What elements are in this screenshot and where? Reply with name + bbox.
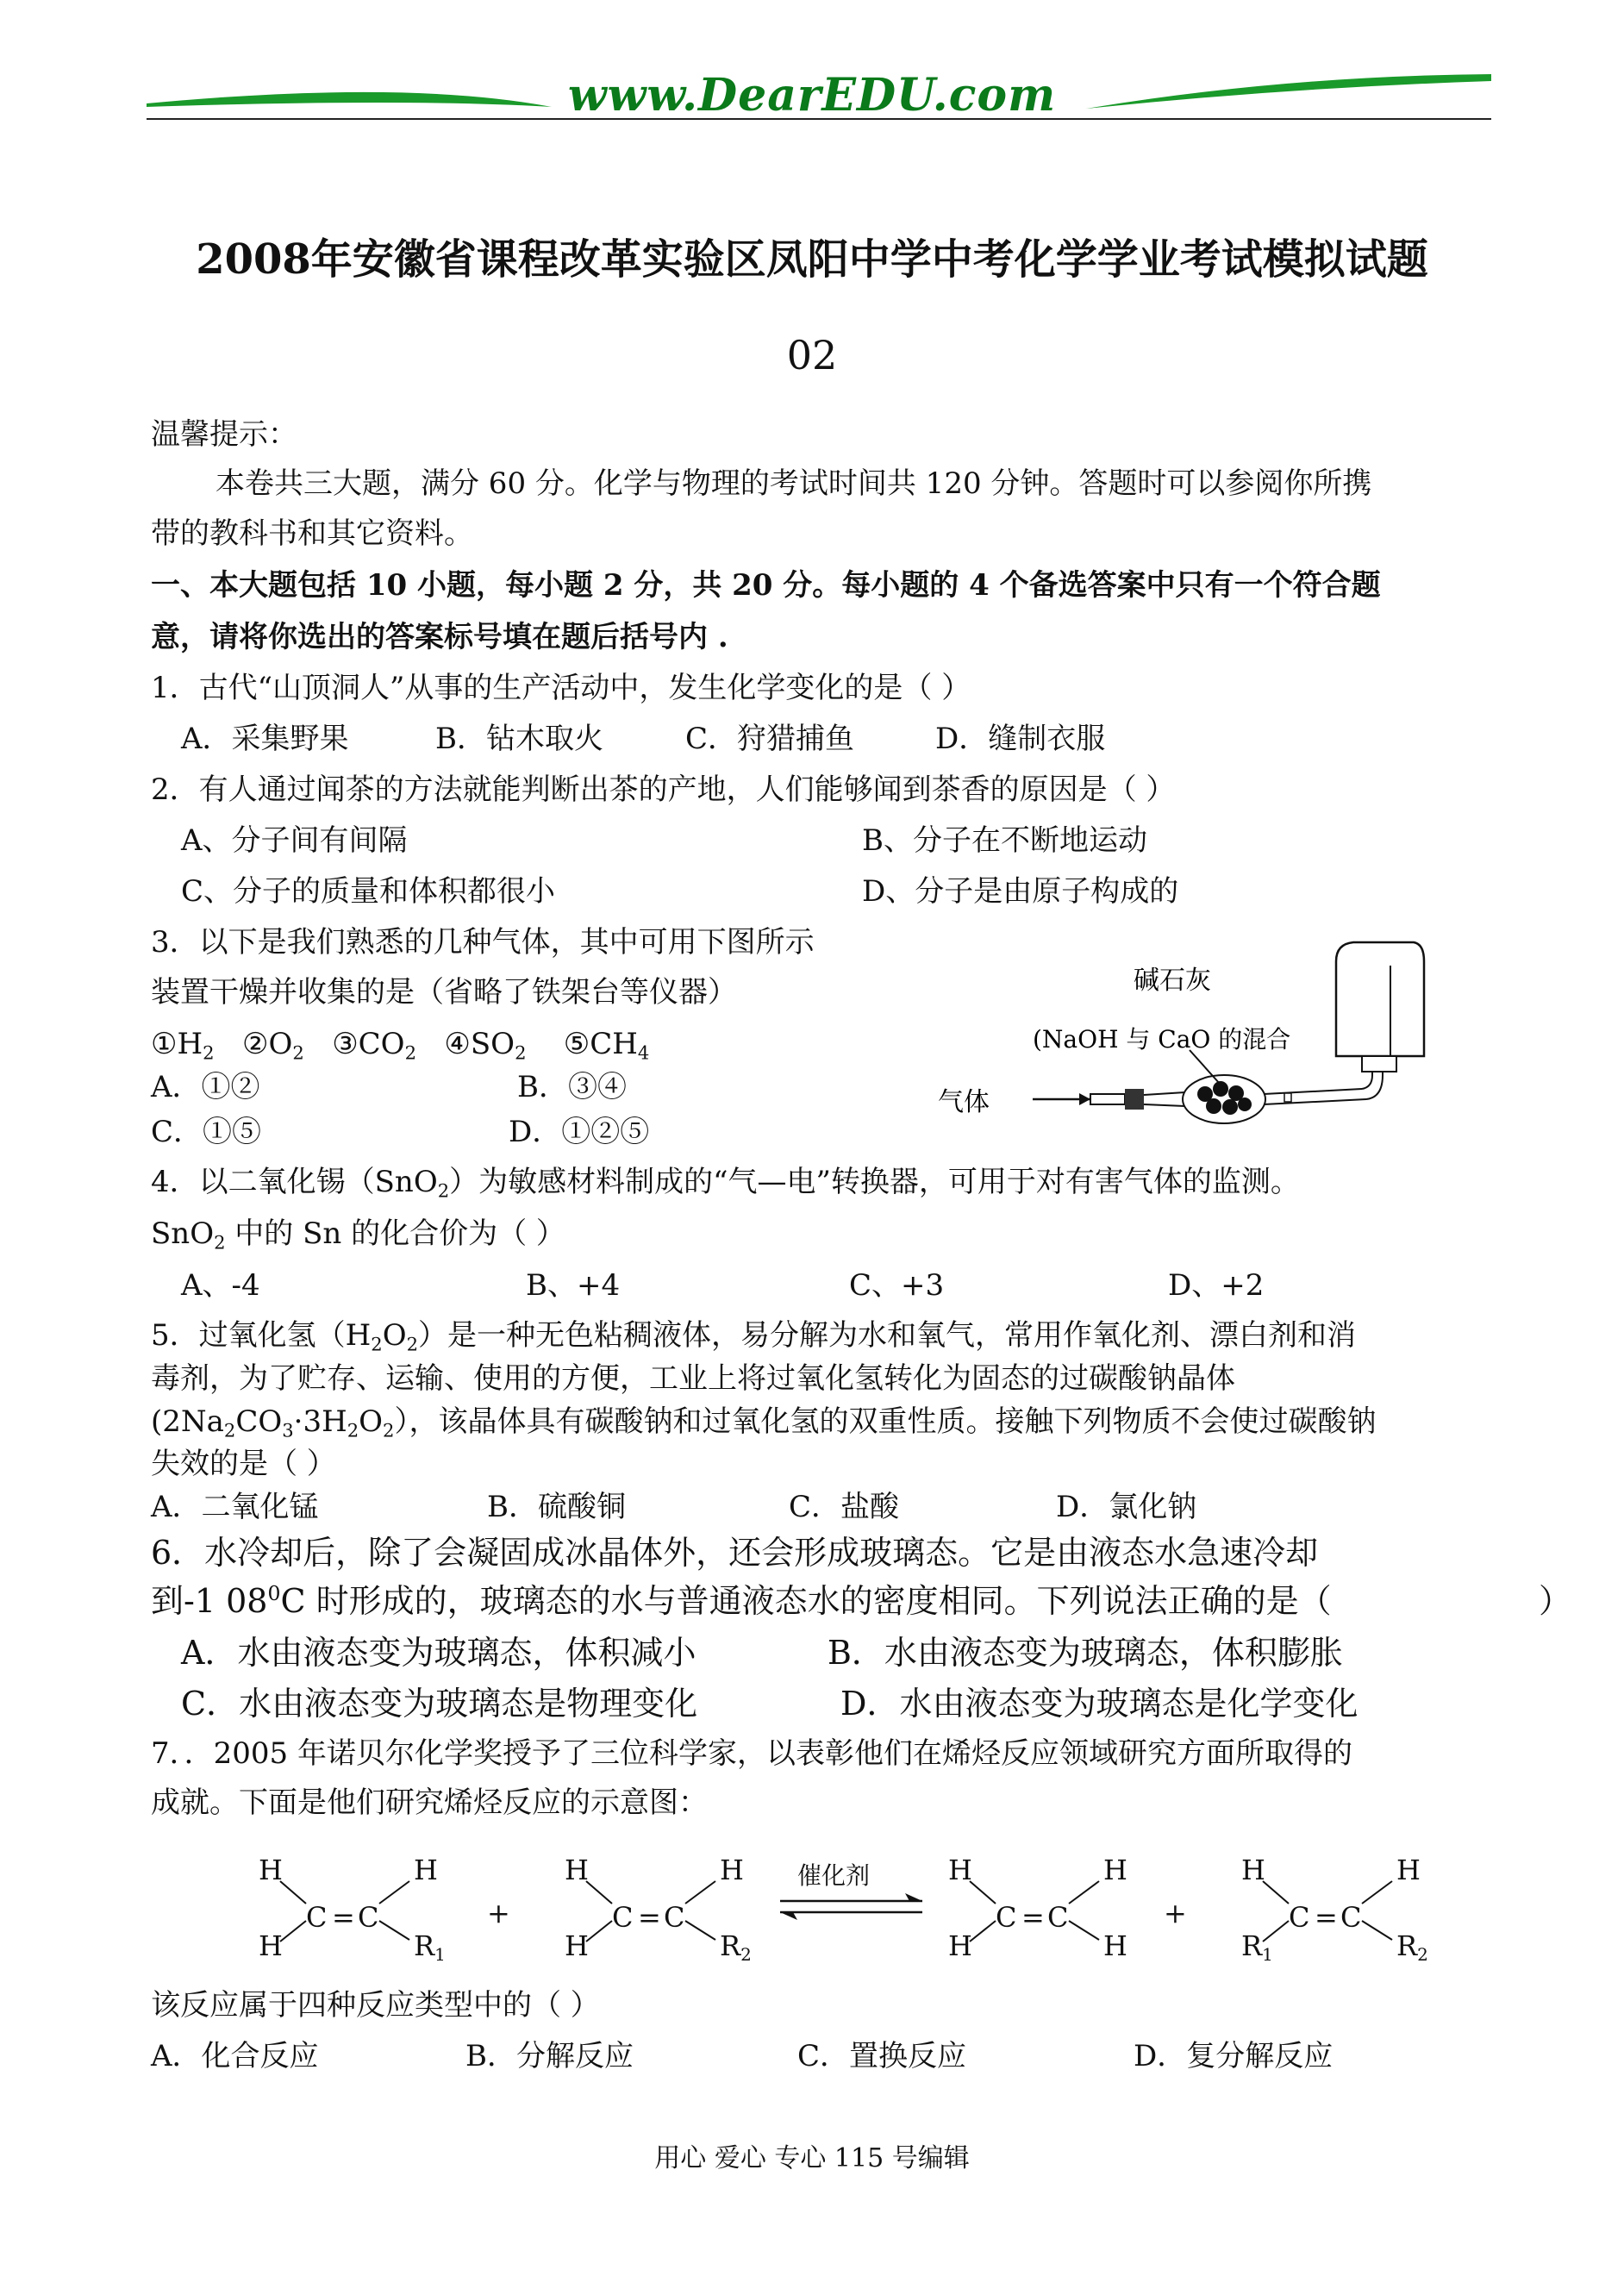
svg-text:H: H [259, 1929, 283, 1962]
q3-gas-list: $①H_2$ $②O_2$ $③CO_2$ $④SO_2$ $⑤CH_4$ [151, 1027, 650, 1064]
q4-option-a: A、-4 [181, 1268, 260, 1303]
svg-text:R2: R2 [720, 1929, 752, 1965]
svg-text:=: = [1315, 1901, 1338, 1934]
alkene-product-2 [1241, 1854, 1428, 1965]
intro-label: 温馨提示： [151, 417, 297, 452]
alkene-1 [259, 1854, 446, 1965]
q3-option-d: D．①②⑤ [509, 1115, 650, 1149]
q4-stem-line2: SnO$_2$ 中的 Sn 的化合价为（ ） [151, 1216, 565, 1254]
catalyst-label: 催化剂 [797, 1861, 871, 1890]
svg-text:C: C [664, 1901, 685, 1934]
q3-option-c: C．①⑤ [151, 1115, 262, 1149]
q1-option-c: C．狩猎捕鱼 [685, 722, 855, 756]
page-title: 2008年安徽省课程改革实验区凤阳中学中考化学学业考试模拟试题 [196, 235, 1428, 284]
q6-option-d: D．水由液态变为玻璃态是化学变化 [840, 1685, 1359, 1723]
plus-sign: + [487, 1897, 510, 1929]
svg-text:C: C [358, 1901, 379, 1934]
q6-answer-paren: ） [1539, 1582, 1572, 1620]
q7-stem-line1: 7．．2005 年诺贝尔化学奖授予了三位科学家，以表彰他们在烯烃反应领域研究方面所取得的 [151, 1736, 1352, 1771]
intro-text-line2: 带的教科书和其它资料。 [151, 516, 473, 551]
site-logo: www.DearEDU.com [567, 69, 1057, 122]
q1-option-b: B．钻木取火 [435, 722, 603, 756]
svg-text:H: H [565, 1854, 589, 1886]
q5-stem-line2: 毒剂，为了贮存、运输、使用的方便，工业上将过氧化氢转化为固态的过碳酸钠晶体 [151, 1361, 1235, 1396]
q6-stem-line1: 6．水冷却后，除了会凝固成冰晶体外，还会形成玻璃态。它是由液态水急速冷却 [151, 1534, 1319, 1572]
q4-option-b: B、+4 [526, 1268, 621, 1303]
svg-text:R1: R1 [414, 1929, 446, 1965]
q2-option-d: D、分子是由原子构成的 [862, 874, 1179, 909]
svg-text:C: C [306, 1901, 328, 1934]
q5-stem-line3: $(2Na_2CO_3\cdot 3H_2O_2)$，该晶体具有碳酸钠和过氧化氢的双重性质。接触下列物质不会使过碳酸钠 [151, 1404, 1377, 1441]
q3-stem-line1: 3．以下是我们熟悉的几种气体，其中可用下图所示 [151, 925, 815, 960]
section-heading-line2: 意，请将你选出的答案标号填在题后括号内 . [151, 620, 728, 654]
svg-text:H: H [1103, 1854, 1127, 1886]
plus-sign-2: + [1164, 1897, 1187, 1929]
page-title-number: 02 [786, 332, 838, 378]
q2-option-b: B、分子在不断地运动 [862, 823, 1147, 858]
q3-apparatus-figure [931, 935, 1431, 1138]
section-heading-line1: 一、本大题包括 10 小题，每小题 2 分，共 20 分。每小题的 4 个备选答案中只有一个符合题 [151, 568, 1381, 603]
q2-stem: 2．有人通过闻茶的方法就能判断出茶的产地，人们能够闻到茶香的原因是（ ） [151, 772, 1176, 807]
q3-label-gas: 气体 [938, 1087, 990, 1117]
q7-question: 该反应属于四种反应类型中的（ ） [151, 1988, 600, 2023]
svg-text:R1: R1 [1241, 1929, 1273, 1965]
q5-option-b: B．硫酸铜 [487, 1490, 626, 1524]
svg-text:=: = [1021, 1901, 1045, 1934]
svg-text:C: C [1340, 1901, 1362, 1934]
q5-option-a: A．二氧化锰 [151, 1490, 319, 1524]
svg-text:H: H [414, 1854, 438, 1886]
q7-option-a: A．化合反应 [151, 2039, 319, 2073]
svg-text:H: H [948, 1854, 972, 1886]
equilibrium-arrow [780, 1861, 922, 1920]
svg-text:H: H [1103, 1929, 1127, 1962]
svg-text:R2: R2 [1396, 1929, 1428, 1965]
q2-option-c: C、分子的质量和体积都很小 [181, 874, 556, 909]
q1-stem: 1．古代“山顶洞人”从事的生产活动中，发生化学变化的是（ ） [151, 671, 971, 705]
q7-reaction-scheme [241, 1845, 1465, 1966]
svg-text:C: C [612, 1901, 634, 1934]
svg-text:=: = [332, 1901, 355, 1934]
q1-option-a: A．采集野果 [181, 722, 349, 756]
q7-stem-line2: 成就。下面是他们研究烯烃反应的示意图： [151, 1785, 708, 1820]
q7-option-c: C．置换反应 [797, 2039, 967, 2073]
footer-text: 用心 爱心 专心 115 号编辑 [654, 2143, 970, 2173]
svg-text:H: H [259, 1854, 283, 1886]
q7-option-d: D．复分解反应 [1134, 2039, 1334, 2073]
q5-option-d: D．氯化钠 [1056, 1490, 1197, 1524]
q6-option-b: B．水由液态变为玻璃态，体积膨胀 [828, 1634, 1343, 1672]
q4-stem: 4．以二氧化锡（SnO$_2$）为敏感材料制成的“气—电”转换器，可用于对有害气体的监测。 [151, 1165, 1300, 1202]
svg-text:H: H [1396, 1854, 1421, 1886]
q5-option-c: C．盐酸 [789, 1490, 900, 1524]
q3-label-soda-lime: 碱石灰 [1134, 966, 1211, 996]
svg-text:C: C [1047, 1901, 1069, 1934]
q4-option-d: D、+2 [1168, 1268, 1265, 1303]
q1-option-d: D．缝制衣服 [935, 722, 1106, 756]
q4-option-c: C、+3 [849, 1268, 945, 1303]
svg-text:C: C [1289, 1901, 1310, 1934]
alkene-product-1 [948, 1854, 1127, 1962]
q7-option-b: B．分解反应 [465, 2039, 634, 2073]
q3-option-a: A．①② [151, 1070, 260, 1104]
svg-text:=: = [638, 1901, 661, 1934]
q5-stem-line1: 5．过氧化氢$(H_2O_2)$是一种无色粘稠液体，易分解为水和氧气，常用作氧化剂、漂白剂和消 [151, 1318, 1357, 1355]
svg-text:C: C [996, 1901, 1017, 1934]
svg-text:H: H [948, 1929, 972, 1962]
q5-stem-line4: 失效的是（ ） [151, 1447, 336, 1481]
q3-label-mixture: (NaOH 与 CaO 的混合 [1033, 1025, 1291, 1054]
svg-text:H: H [1241, 1854, 1265, 1886]
q2-option-a: A、分子间有间隔 [181, 823, 408, 858]
q3-stem-line2: 装置干燥并收集的是（省略了铁架台等仪器） [151, 975, 737, 1010]
q6-option-c: C．水由液态变为玻璃态是物理变化 [181, 1685, 698, 1723]
q6-option-a: A．水由液态变为玻璃态，体积减小 [181, 1634, 696, 1672]
svg-text:H: H [565, 1929, 589, 1962]
q6-stem-line2: 到-1 $08^0C$ 时形成的，玻璃态的水与普通液态水的密度相同。下列说法正确的是（ [151, 1580, 1332, 1620]
svg-text:H: H [720, 1854, 744, 1886]
alkene-2 [565, 1854, 752, 1965]
intro-text-line1: 本卷共三大题，满分 60 分。化学与物理的考试时间共 120 分钟。答题时可以参阅你所携 [215, 466, 1372, 501]
q3-option-b: B．③④ [517, 1070, 627, 1104]
